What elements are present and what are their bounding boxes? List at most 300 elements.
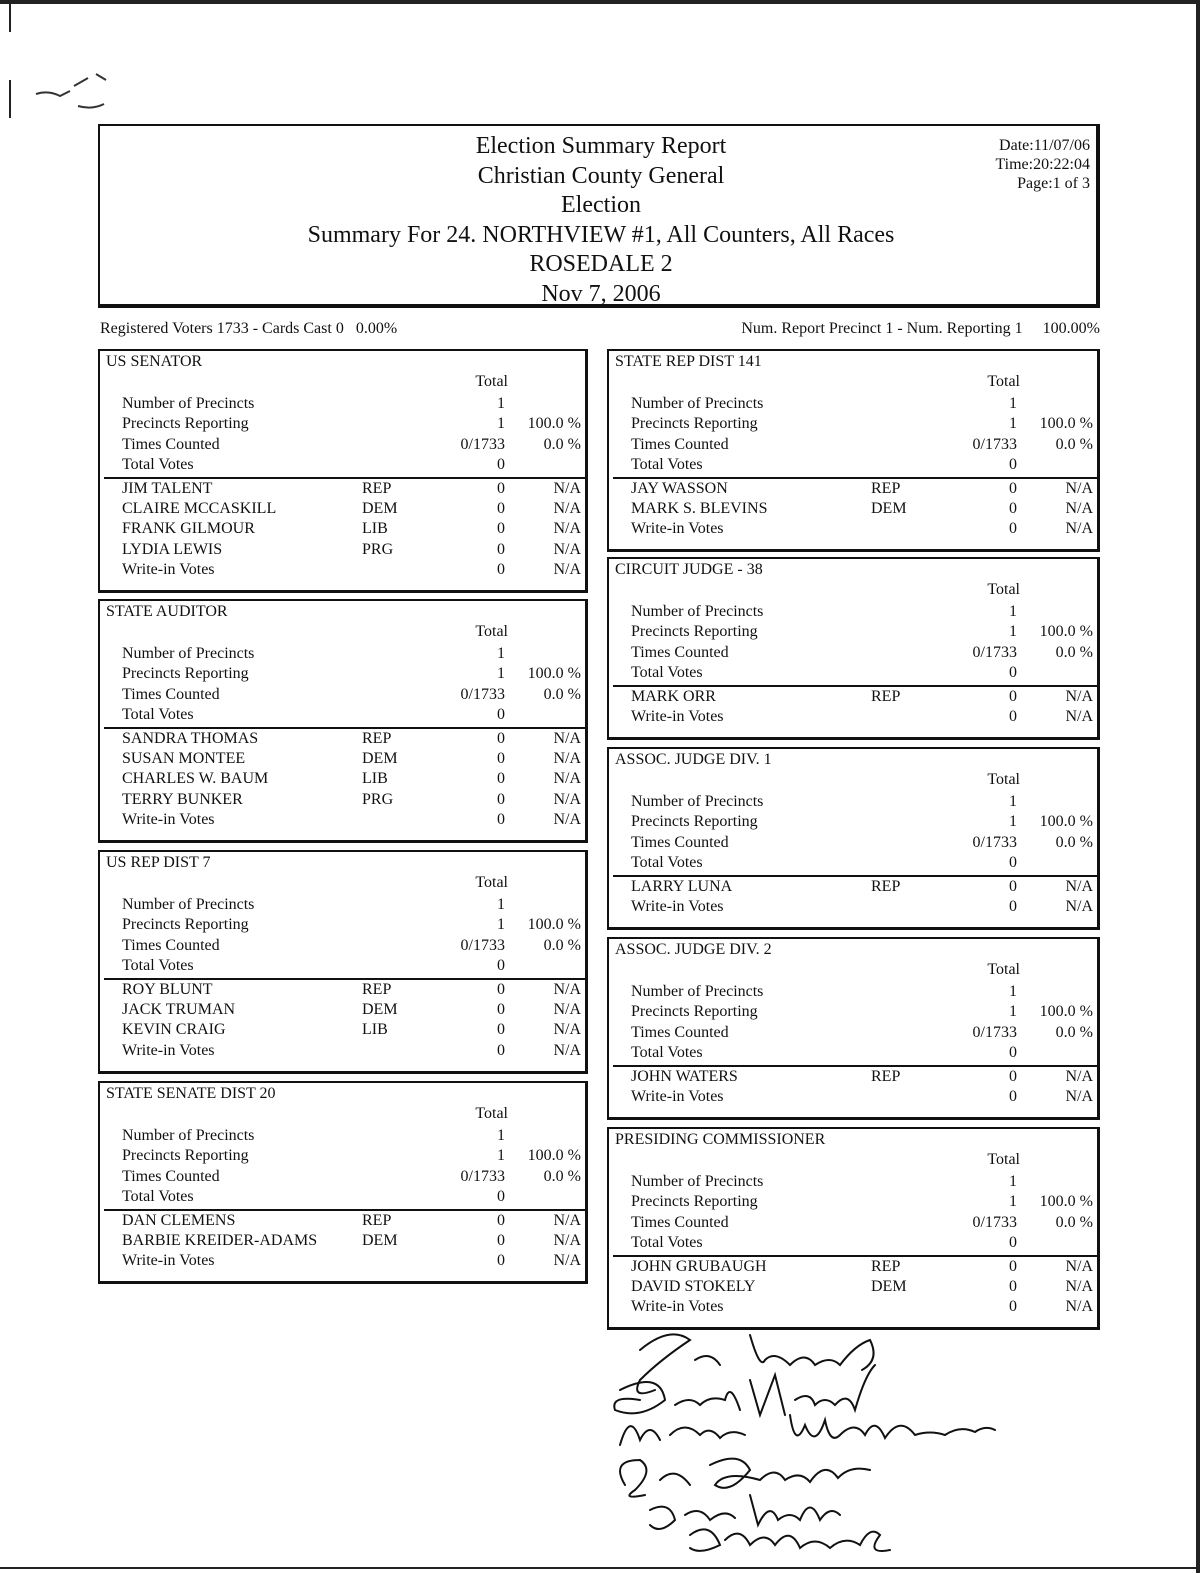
- candidate-party: LIB: [362, 1021, 388, 1039]
- stat-row: [100, 895, 585, 915]
- stat-percent: 0.0 %: [543, 1167, 581, 1185]
- candidate-votes: 0: [497, 500, 505, 517]
- candidate-row: [609, 877, 1097, 897]
- stat-value: 1: [1009, 415, 1017, 433]
- page-border-left-mark: [9, 80, 11, 118]
- report-meta: [995, 136, 1090, 193]
- candidate-percent: N/A: [553, 540, 581, 558]
- stat-percent: 100.0 %: [1039, 623, 1093, 641]
- stat-value: 0: [1009, 854, 1017, 872]
- candidate-party: REP: [871, 1257, 901, 1275]
- stat-percent: 100.0 %: [1039, 813, 1093, 831]
- candidate-votes: 0: [497, 729, 505, 747]
- candidate-percent: N/A: [1065, 479, 1093, 497]
- candidate-party: DEM: [362, 1232, 398, 1249]
- stat-label: Precincts Reporting: [122, 665, 249, 683]
- stat-row: [100, 956, 585, 976]
- total-column-header: Total: [987, 373, 1020, 390]
- stat-percent: 100.0 %: [1039, 1003, 1093, 1021]
- candidate-row: [609, 897, 1097, 917]
- candidate-row: [100, 479, 585, 499]
- stat-label: Total Votes: [122, 957, 194, 975]
- stat-percent: 0.0 %: [1055, 833, 1093, 851]
- page-border-right: [1196, 0, 1200, 1573]
- candidate-votes: 0: [497, 479, 505, 497]
- race-title: ASSOC. JUDGE DIV. 1: [615, 751, 772, 768]
- stat-row: [100, 664, 585, 684]
- candidate-percent: N/A: [1065, 708, 1093, 725]
- stat-label: Times Counted: [122, 435, 220, 453]
- stat-row: [609, 1043, 1097, 1063]
- stat-value: 0/1733: [972, 643, 1017, 661]
- candidate-party: DEM: [362, 1001, 398, 1018]
- candidate-votes: 0: [497, 770, 505, 788]
- candidate-percent: N/A: [1065, 1278, 1093, 1295]
- stat-label: Precincts Reporting: [631, 415, 758, 433]
- candidate-votes: 0: [497, 1001, 505, 1018]
- candidate-percent: N/A: [553, 1021, 581, 1039]
- stat-row: [609, 833, 1097, 853]
- stat-value: 0/1733: [972, 833, 1017, 851]
- stat-value: 0/1733: [972, 435, 1017, 453]
- stat-row: [100, 435, 585, 455]
- candidate-party: DEM: [362, 500, 398, 517]
- candidate-votes: 0: [497, 750, 505, 767]
- candidate-percent: N/A: [553, 1232, 581, 1249]
- stat-percent: 0.0 %: [543, 685, 581, 703]
- stat-value: 1: [1009, 793, 1017, 810]
- stat-label: Total Votes: [122, 1188, 194, 1206]
- precinct-reporting-summary: Num. Report Precinct 1 - Num. Reporting 1 100.00%: [741, 320, 1100, 337]
- title-line: Nov 7, 2006: [541, 280, 661, 307]
- stat-label: Precincts Reporting: [631, 1003, 758, 1021]
- title-line: ROSEDALE 2: [529, 251, 673, 277]
- candidate-name: MARK ORR: [631, 687, 716, 705]
- candidate-votes: 0: [1009, 500, 1017, 517]
- stat-row: [100, 455, 585, 475]
- candidate-party: DEM: [871, 500, 907, 517]
- candidate-percent: N/A: [553, 980, 581, 998]
- stat-row: [100, 414, 585, 434]
- stat-label: Times Counted: [631, 833, 729, 851]
- race-box: [98, 599, 588, 843]
- candidate-party: PRG: [362, 540, 394, 558]
- stat-row: [609, 1233, 1097, 1253]
- stat-value: 0: [497, 1188, 505, 1206]
- race-title: ASSOC. JUDGE DIV. 2: [615, 941, 772, 958]
- title-line: Summary For 24. NORTHVIEW #1, All Counters, All Races: [307, 221, 895, 248]
- stat-row: [100, 644, 585, 664]
- candidate-name: MARK S. BLEVINS: [631, 500, 768, 517]
- report-time: Time:20:22:04: [995, 156, 1090, 173]
- candidate-votes: 0: [1009, 877, 1017, 895]
- stat-value: 1: [1009, 623, 1017, 641]
- candidate-party: REP: [362, 729, 392, 747]
- race-title: US SENATOR: [106, 353, 203, 370]
- candidate-row: [100, 769, 585, 789]
- stat-percent: 0.0 %: [1055, 1023, 1093, 1041]
- stat-percent: 100.0 %: [1039, 1193, 1093, 1211]
- candidate-row: [100, 540, 585, 560]
- candidate-row: [100, 1020, 585, 1040]
- candidate-row: [100, 1251, 585, 1271]
- report-date: Date:11/07/06: [999, 137, 1090, 154]
- stat-label: Total Votes: [122, 706, 194, 724]
- stat-value: 0/1733: [972, 1023, 1017, 1041]
- race-box: [607, 557, 1100, 740]
- stat-label: Total Votes: [122, 456, 194, 474]
- stat-value: 1: [1009, 395, 1017, 412]
- stat-value: 0/1733: [972, 1213, 1017, 1231]
- candidate-name: Write-in Votes: [631, 898, 724, 915]
- stat-percent: 100.0 %: [527, 1147, 581, 1165]
- stat-value: 1: [1009, 1173, 1017, 1190]
- candidate-votes: 0: [1009, 898, 1017, 915]
- stat-label: Precincts Reporting: [122, 1147, 249, 1165]
- candidate-name: BARBIE KREIDER-ADAMS: [122, 1232, 318, 1249]
- stat-row: [609, 812, 1097, 832]
- candidate-row: [100, 1041, 585, 1061]
- race-box: [607, 1127, 1100, 1330]
- candidate-votes: 0: [1009, 1278, 1017, 1295]
- stat-row: [609, 1192, 1097, 1212]
- stat-label: Number of Precincts: [122, 1127, 255, 1144]
- candidate-row: [609, 479, 1097, 499]
- candidate-name: LYDIA LEWIS: [122, 540, 223, 558]
- candidate-votes: 0: [497, 811, 505, 829]
- stat-row: [609, 853, 1097, 873]
- candidate-name: CLAIRE MCCASKILL: [122, 500, 277, 517]
- stat-percent: 0.0 %: [1055, 1213, 1093, 1231]
- race-title: STATE AUDITOR: [106, 603, 228, 620]
- candidate-name: JOHN GRUBAUGH: [631, 1257, 767, 1275]
- stat-value: 1: [497, 1127, 505, 1144]
- stat-label: Precincts Reporting: [631, 623, 758, 641]
- race-box: [607, 937, 1100, 1120]
- candidate-party: DEM: [871, 1278, 907, 1295]
- candidate-row: [100, 729, 585, 749]
- stat-value: 1: [497, 665, 505, 683]
- race-title: STATE SENATE DIST 20: [106, 1085, 276, 1102]
- stat-label: Number of Precincts: [122, 395, 255, 412]
- stat-value: 0: [497, 957, 505, 975]
- page-border-top: [0, 0, 1200, 4]
- stat-row: [100, 915, 585, 935]
- candidate-name: CHARLES W. BAUM: [122, 770, 269, 788]
- candidate-votes: 0: [497, 561, 505, 579]
- total-column-header: Total: [987, 961, 1020, 978]
- candidate-votes: 0: [1009, 1088, 1017, 1105]
- stat-value: 1: [1009, 813, 1017, 831]
- stat-label: Times Counted: [631, 643, 729, 661]
- candidate-percent: N/A: [553, 1211, 581, 1229]
- stat-row: [100, 1146, 585, 1166]
- total-column-header: Total: [475, 874, 508, 891]
- stat-label: Number of Precincts: [631, 1173, 764, 1190]
- candidate-percent: N/A: [553, 1001, 581, 1018]
- stat-row: [609, 643, 1097, 663]
- candidate-votes: 0: [497, 1041, 505, 1059]
- race-title: CIRCUIT JUDGE - 38: [615, 561, 763, 578]
- stat-row: [100, 1187, 585, 1207]
- candidate-percent: N/A: [1065, 898, 1093, 915]
- candidate-party: LIB: [362, 770, 388, 788]
- candidate-party: LIB: [362, 520, 388, 538]
- candidate-votes: 0: [497, 980, 505, 998]
- candidate-percent: N/A: [553, 790, 581, 808]
- stat-label: Precincts Reporting: [122, 916, 249, 934]
- stat-row: [609, 1213, 1097, 1233]
- stat-value: 0/1733: [460, 685, 505, 703]
- candidate-row: [100, 790, 585, 810]
- stat-row: [100, 1126, 585, 1146]
- candidate-votes: 0: [497, 1021, 505, 1039]
- stat-row: [609, 622, 1097, 642]
- stat-value: 0: [1009, 664, 1017, 682]
- candidate-party: REP: [362, 479, 392, 497]
- candidate-name: LARRY LUNA: [631, 877, 733, 895]
- candidate-percent: N/A: [553, 729, 581, 747]
- candidate-percent: N/A: [553, 561, 581, 579]
- title-line: Christian County General: [477, 162, 725, 189]
- candidate-name: Write-in Votes: [631, 520, 724, 538]
- candidate-row: [609, 499, 1097, 519]
- candidate-name: JOHN WATERS: [631, 1067, 738, 1085]
- candidate-row: [609, 1087, 1097, 1107]
- candidate-party: PRG: [362, 790, 394, 808]
- stat-value: 1: [497, 395, 505, 412]
- signatures: [600, 1320, 1020, 1560]
- candidate-name: JIM TALENT: [122, 479, 213, 497]
- total-column-header: Total: [987, 1151, 1020, 1168]
- candidate-row: [609, 707, 1097, 727]
- candidate-name: DAVID STOKELY: [631, 1278, 756, 1295]
- total-column-header: Total: [475, 373, 508, 390]
- candidate-percent: N/A: [553, 1041, 581, 1059]
- page-border-left-mark: [9, 0, 11, 32]
- candidate-party: DEM: [362, 750, 398, 767]
- candidate-percent: N/A: [1065, 1298, 1093, 1316]
- candidate-party: REP: [362, 1211, 392, 1229]
- candidate-votes: 0: [1009, 479, 1017, 497]
- stat-label: Number of Precincts: [631, 395, 764, 412]
- candidate-votes: 0: [497, 1211, 505, 1229]
- candidate-name: TERRY BUNKER: [122, 790, 243, 808]
- stat-label: Number of Precincts: [122, 645, 255, 662]
- race-box: [607, 747, 1100, 930]
- stat-label: Total Votes: [631, 1044, 703, 1062]
- candidate-percent: N/A: [553, 1252, 581, 1270]
- total-column-header: Total: [987, 771, 1020, 788]
- candidate-votes: 0: [1009, 1257, 1017, 1275]
- stat-row: [609, 414, 1097, 434]
- candidate-party: REP: [871, 687, 901, 705]
- candidate-name: JACK TRUMAN: [122, 1001, 236, 1018]
- stat-row: [609, 394, 1097, 414]
- candidate-votes: 0: [1009, 687, 1017, 705]
- candidate-name: SUSAN MONTEE: [122, 750, 246, 767]
- candidate-percent: N/A: [553, 750, 581, 767]
- candidate-percent: N/A: [553, 770, 581, 788]
- stat-value: 1: [1009, 1193, 1017, 1211]
- stat-row: [100, 936, 585, 956]
- candidate-name: Write-in Votes: [122, 1252, 215, 1270]
- candidate-votes: 0: [1009, 520, 1017, 538]
- stat-row: [609, 663, 1097, 683]
- candidate-row: [100, 980, 585, 1000]
- candidate-row: [100, 519, 585, 539]
- candidate-percent: N/A: [1065, 1088, 1093, 1105]
- candidate-row: [100, 810, 585, 830]
- report-title: [100, 132, 1102, 309]
- candidate-votes: 0: [497, 1232, 505, 1249]
- stat-label: Total Votes: [631, 1234, 703, 1252]
- report-header: [98, 124, 1100, 308]
- candidate-row: [100, 1231, 585, 1251]
- stat-label: Times Counted: [631, 1023, 729, 1041]
- stat-row: [609, 435, 1097, 455]
- candidate-percent: N/A: [1065, 1067, 1093, 1085]
- stat-value: 1: [497, 896, 505, 913]
- candidate-percent: N/A: [553, 520, 581, 538]
- stat-percent: 0.0 %: [1055, 435, 1093, 453]
- stat-label: Times Counted: [631, 1213, 729, 1231]
- stat-label: Number of Precincts: [631, 793, 764, 810]
- stat-row: [609, 455, 1097, 475]
- stat-label: Precincts Reporting: [631, 1193, 758, 1211]
- race-box: [98, 1081, 588, 1284]
- stat-label: Times Counted: [122, 936, 220, 954]
- stat-row: [609, 1023, 1097, 1043]
- candidate-row: [609, 1277, 1097, 1297]
- stat-percent: 0.0 %: [1055, 643, 1093, 661]
- stat-row: [609, 1172, 1097, 1192]
- stat-row: [100, 685, 585, 705]
- stat-value: 1: [497, 916, 505, 934]
- stat-value: 0: [497, 456, 505, 474]
- candidate-votes: 0: [1009, 708, 1017, 725]
- stat-label: Times Counted: [122, 685, 220, 703]
- candidate-row: [100, 749, 585, 769]
- stat-value: 1: [1009, 603, 1017, 620]
- candidate-row: [100, 1211, 585, 1231]
- stat-label: Number of Precincts: [122, 896, 255, 913]
- stat-label: Number of Precincts: [631, 983, 764, 1000]
- candidate-percent: N/A: [1065, 520, 1093, 538]
- candidate-percent: N/A: [1065, 687, 1093, 705]
- candidate-votes: 0: [497, 520, 505, 538]
- stat-label: Total Votes: [631, 456, 703, 474]
- candidate-party: REP: [362, 980, 392, 998]
- stat-label: Total Votes: [631, 854, 703, 872]
- race-box: [607, 349, 1100, 552]
- stat-row: [609, 1002, 1097, 1022]
- stat-value: 1: [497, 1147, 505, 1165]
- candidate-row: [100, 499, 585, 519]
- stat-percent: 0.0 %: [543, 936, 581, 954]
- candidate-percent: N/A: [1065, 500, 1093, 517]
- stat-row: [609, 602, 1097, 622]
- report-page: Page:1 of 3: [1017, 175, 1090, 192]
- candidate-name: ROY BLUNT: [122, 980, 213, 998]
- title-line: Election Summary Report: [475, 133, 727, 159]
- candidate-votes: 0: [497, 790, 505, 808]
- race-box: [98, 850, 588, 1074]
- stat-value: 0/1733: [460, 435, 505, 453]
- candidate-name: FRANK GILMOUR: [122, 520, 255, 538]
- stat-row: [100, 705, 585, 725]
- candidate-name: DAN CLEMENS: [122, 1211, 236, 1229]
- stat-value: 0: [1009, 456, 1017, 474]
- candidate-party: REP: [871, 877, 901, 895]
- race-title: US REP DIST 7: [106, 854, 211, 871]
- stat-percent: 100.0 %: [1039, 415, 1093, 433]
- candidate-row: [609, 1067, 1097, 1087]
- candidate-party: REP: [871, 479, 901, 497]
- stat-value: 0: [1009, 1044, 1017, 1062]
- total-column-header: Total: [987, 581, 1020, 598]
- candidate-name: JAY WASSON: [631, 479, 728, 497]
- stat-value: 0/1733: [460, 1167, 505, 1185]
- candidate-name: Write-in Votes: [122, 811, 215, 829]
- candidate-name: Write-in Votes: [631, 1088, 724, 1105]
- candidate-row: [609, 687, 1097, 707]
- stat-label: Number of Precincts: [631, 603, 764, 620]
- candidate-row: [609, 1257, 1097, 1277]
- title-line: Election: [561, 192, 641, 218]
- scribble-mark: [30, 66, 120, 116]
- candidate-votes: 0: [497, 540, 505, 558]
- candidate-row: [609, 519, 1097, 539]
- stat-value: 1: [497, 415, 505, 433]
- stat-label: Total Votes: [631, 664, 703, 682]
- stat-value: 0/1733: [460, 936, 505, 954]
- candidate-percent: N/A: [1065, 877, 1093, 895]
- stat-percent: 0.0 %: [543, 435, 581, 453]
- stat-label: Precincts Reporting: [631, 813, 758, 831]
- stat-percent: 100.0 %: [527, 916, 581, 934]
- stat-row: [609, 982, 1097, 1002]
- candidate-percent: N/A: [553, 479, 581, 497]
- stat-label: Precincts Reporting: [122, 415, 249, 433]
- page-border-bottom: [0, 1567, 1200, 1569]
- candidate-votes: 0: [1009, 1067, 1017, 1085]
- stat-row: [100, 1167, 585, 1187]
- candidate-row: [100, 560, 585, 580]
- candidate-percent: N/A: [1065, 1257, 1093, 1275]
- candidate-name: KEVIN CRAIG: [122, 1021, 226, 1039]
- race-box: [98, 349, 588, 593]
- stat-label: Times Counted: [631, 435, 729, 453]
- candidate-percent: N/A: [553, 500, 581, 517]
- candidate-name: Write-in Votes: [122, 1041, 215, 1059]
- candidate-name: SANDRA THOMAS: [122, 729, 259, 747]
- stat-percent: 100.0 %: [527, 665, 581, 683]
- total-column-header: Total: [475, 623, 508, 640]
- stat-row: [100, 394, 585, 414]
- candidate-name: Write-in Votes: [631, 708, 724, 725]
- stat-value: 1: [1009, 983, 1017, 1000]
- stat-value: 1: [497, 645, 505, 662]
- registered-voters-summary: Registered Voters 1733 - Cards Cast 0 0.00%: [100, 320, 398, 337]
- candidate-row: [100, 1000, 585, 1020]
- stat-value: 0: [497, 706, 505, 724]
- stat-row: [609, 792, 1097, 812]
- stat-label: Times Counted: [122, 1167, 220, 1185]
- candidate-party: REP: [871, 1067, 901, 1085]
- candidate-name: Write-in Votes: [122, 561, 215, 579]
- candidate-name: Write-in Votes: [631, 1298, 724, 1316]
